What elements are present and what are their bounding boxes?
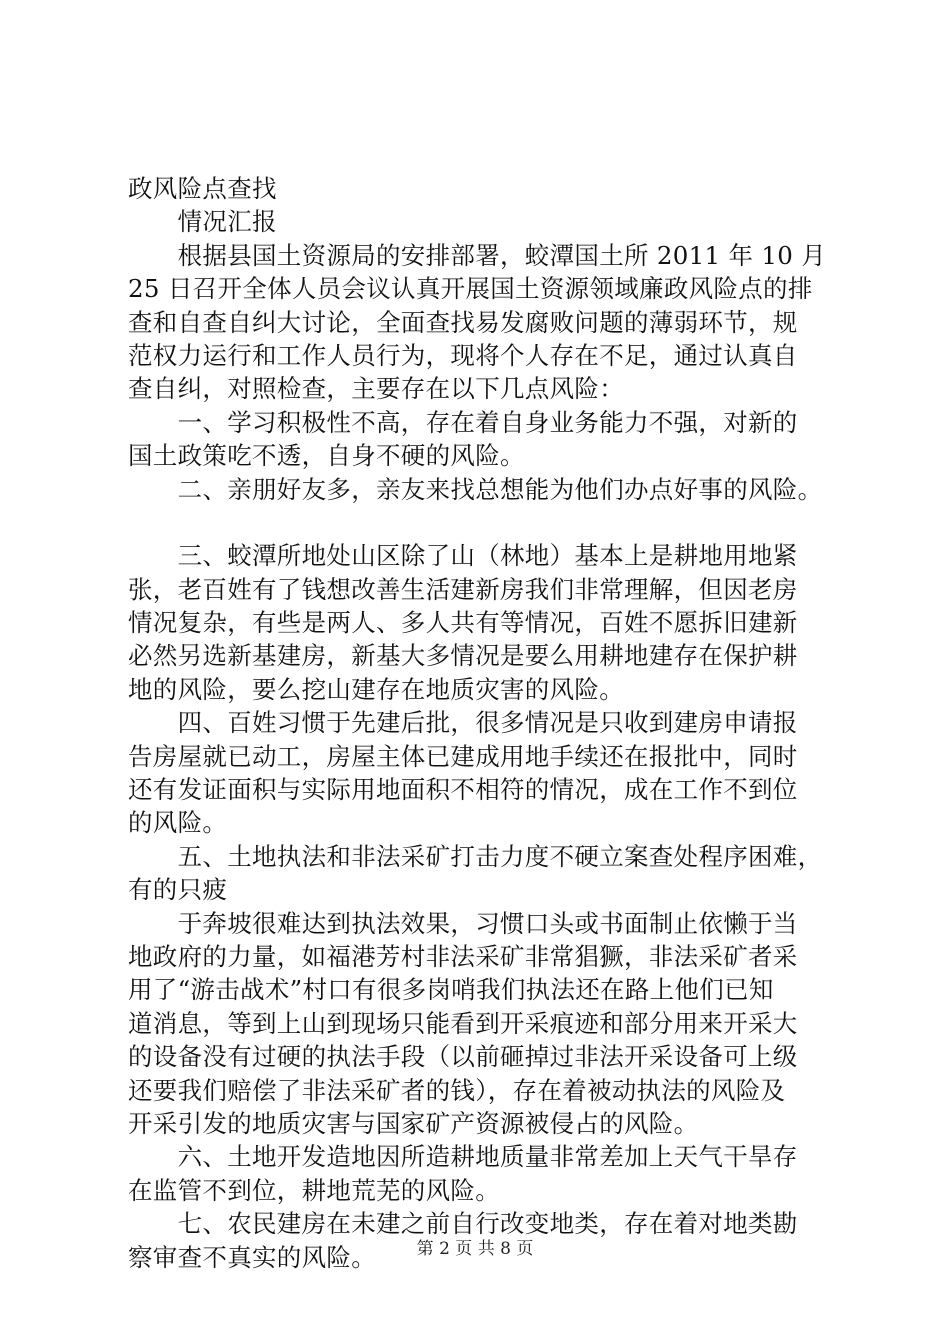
text-line: 七、农民建房在未建之前自行改变地类，存在着对地类勘 — [128, 1209, 798, 1239]
text-line: 六、土地开发造地因所造耕地质量非常差加上天气干旱存 — [128, 1142, 798, 1172]
text-line: 于奔坡很难达到执法效果，习惯口头或书面制止依懒于当 — [128, 908, 798, 938]
text-line: 查和自查自纠大讨论，全面查找易发腐败问题的薄弱环节，规 — [128, 307, 798, 337]
text-line: 根据县国土资源局的安排部署，蛟潭国土所 2011 年 10 月 — [128, 240, 827, 270]
text-line: 用了“游击战术”村口有很多岗哨我们执法还在路上他们已知 — [128, 975, 774, 1005]
text-line: 三、蛟潭所地处山区除了山（林地）基本上是耕地用地紧 — [128, 541, 798, 571]
text-line: 还要我们赔偿了非法采矿者的钱），存在着被动执法的风险及 — [128, 1075, 786, 1105]
text-line: 政风险点查找 — [128, 174, 277, 203]
text-line: 张，老百姓有了钱想改善生活建新房我们非常理解，但因老房 — [128, 574, 798, 604]
text-line: 情况复杂，有些是两人、多人共有等情况，百姓不愿拆旧建新 — [128, 608, 798, 638]
text-line: 情况汇报 — [128, 207, 277, 237]
text-line: 有的只疲 — [128, 875, 228, 905]
page-number-footer: 第 2 页 共 8 页 — [416, 1239, 534, 1259]
text-line: 告房屋就已动工，房屋主体已建成用地手续还在报批中，同时 — [128, 741, 798, 771]
text-line: 四、百姓习惯于先建后批，很多情况是只收到建房申请报 — [128, 708, 798, 738]
text-line: 还有发证面积与实际用地面积不相符的情况，成在工作不到位 — [128, 775, 798, 805]
text-line: 的设备没有过硬的执法手段（以前砸掉过非法开采设备可上级 — [128, 1042, 798, 1072]
text-line: 的风险。 — [128, 808, 228, 838]
text-line: 一、学习积极性不高，存在着自身业务能力不强，对新的 — [128, 407, 798, 437]
text-line: 地政府的力量，如福港芳村非法采矿非常猖獗，非法采矿者采 — [128, 941, 798, 971]
text-line: 开采引发的地质灾害与国家矿产资源被侵占的风险。 — [128, 1108, 699, 1138]
text-line: 二、亲朋好友多，亲友来找总想能为他们办点好事的风险。 — [128, 474, 823, 504]
text-line: 25 日召开全体人员会议认真开展国土资源领域廉政风险点的排 — [128, 274, 813, 304]
text-line: 国土政策吃不透，自身不硬的风险。 — [128, 441, 525, 471]
text-line: 必然另选新基建房，新基大多情况是要么用耕地建存在保护耕 — [128, 641, 798, 671]
text-line: 查自纠，对照检查，主要存在以下几点风险： — [128, 374, 624, 404]
text-line: 在监管不到位，耕地荒芜的风险。 — [128, 1175, 500, 1205]
text-line: 地的风险，要么挖山建存在地质灾害的风险。 — [128, 674, 624, 704]
text-line: 察审查不真实的风险。 — [128, 1242, 376, 1272]
blank-line — [128, 506, 848, 539]
text-line: 道消息，等到上山到现场只能看到开采痕迹和部分用来开采大 — [128, 1008, 798, 1038]
text-line: 五、土地执法和非法采矿打击力度不硬立案查处程序困难， — [128, 841, 823, 871]
document-body — [128, 172, 848, 1274]
text-line: 范权力运行和工作人员行为，现将个人存在不足，通过认真自 — [128, 340, 798, 370]
